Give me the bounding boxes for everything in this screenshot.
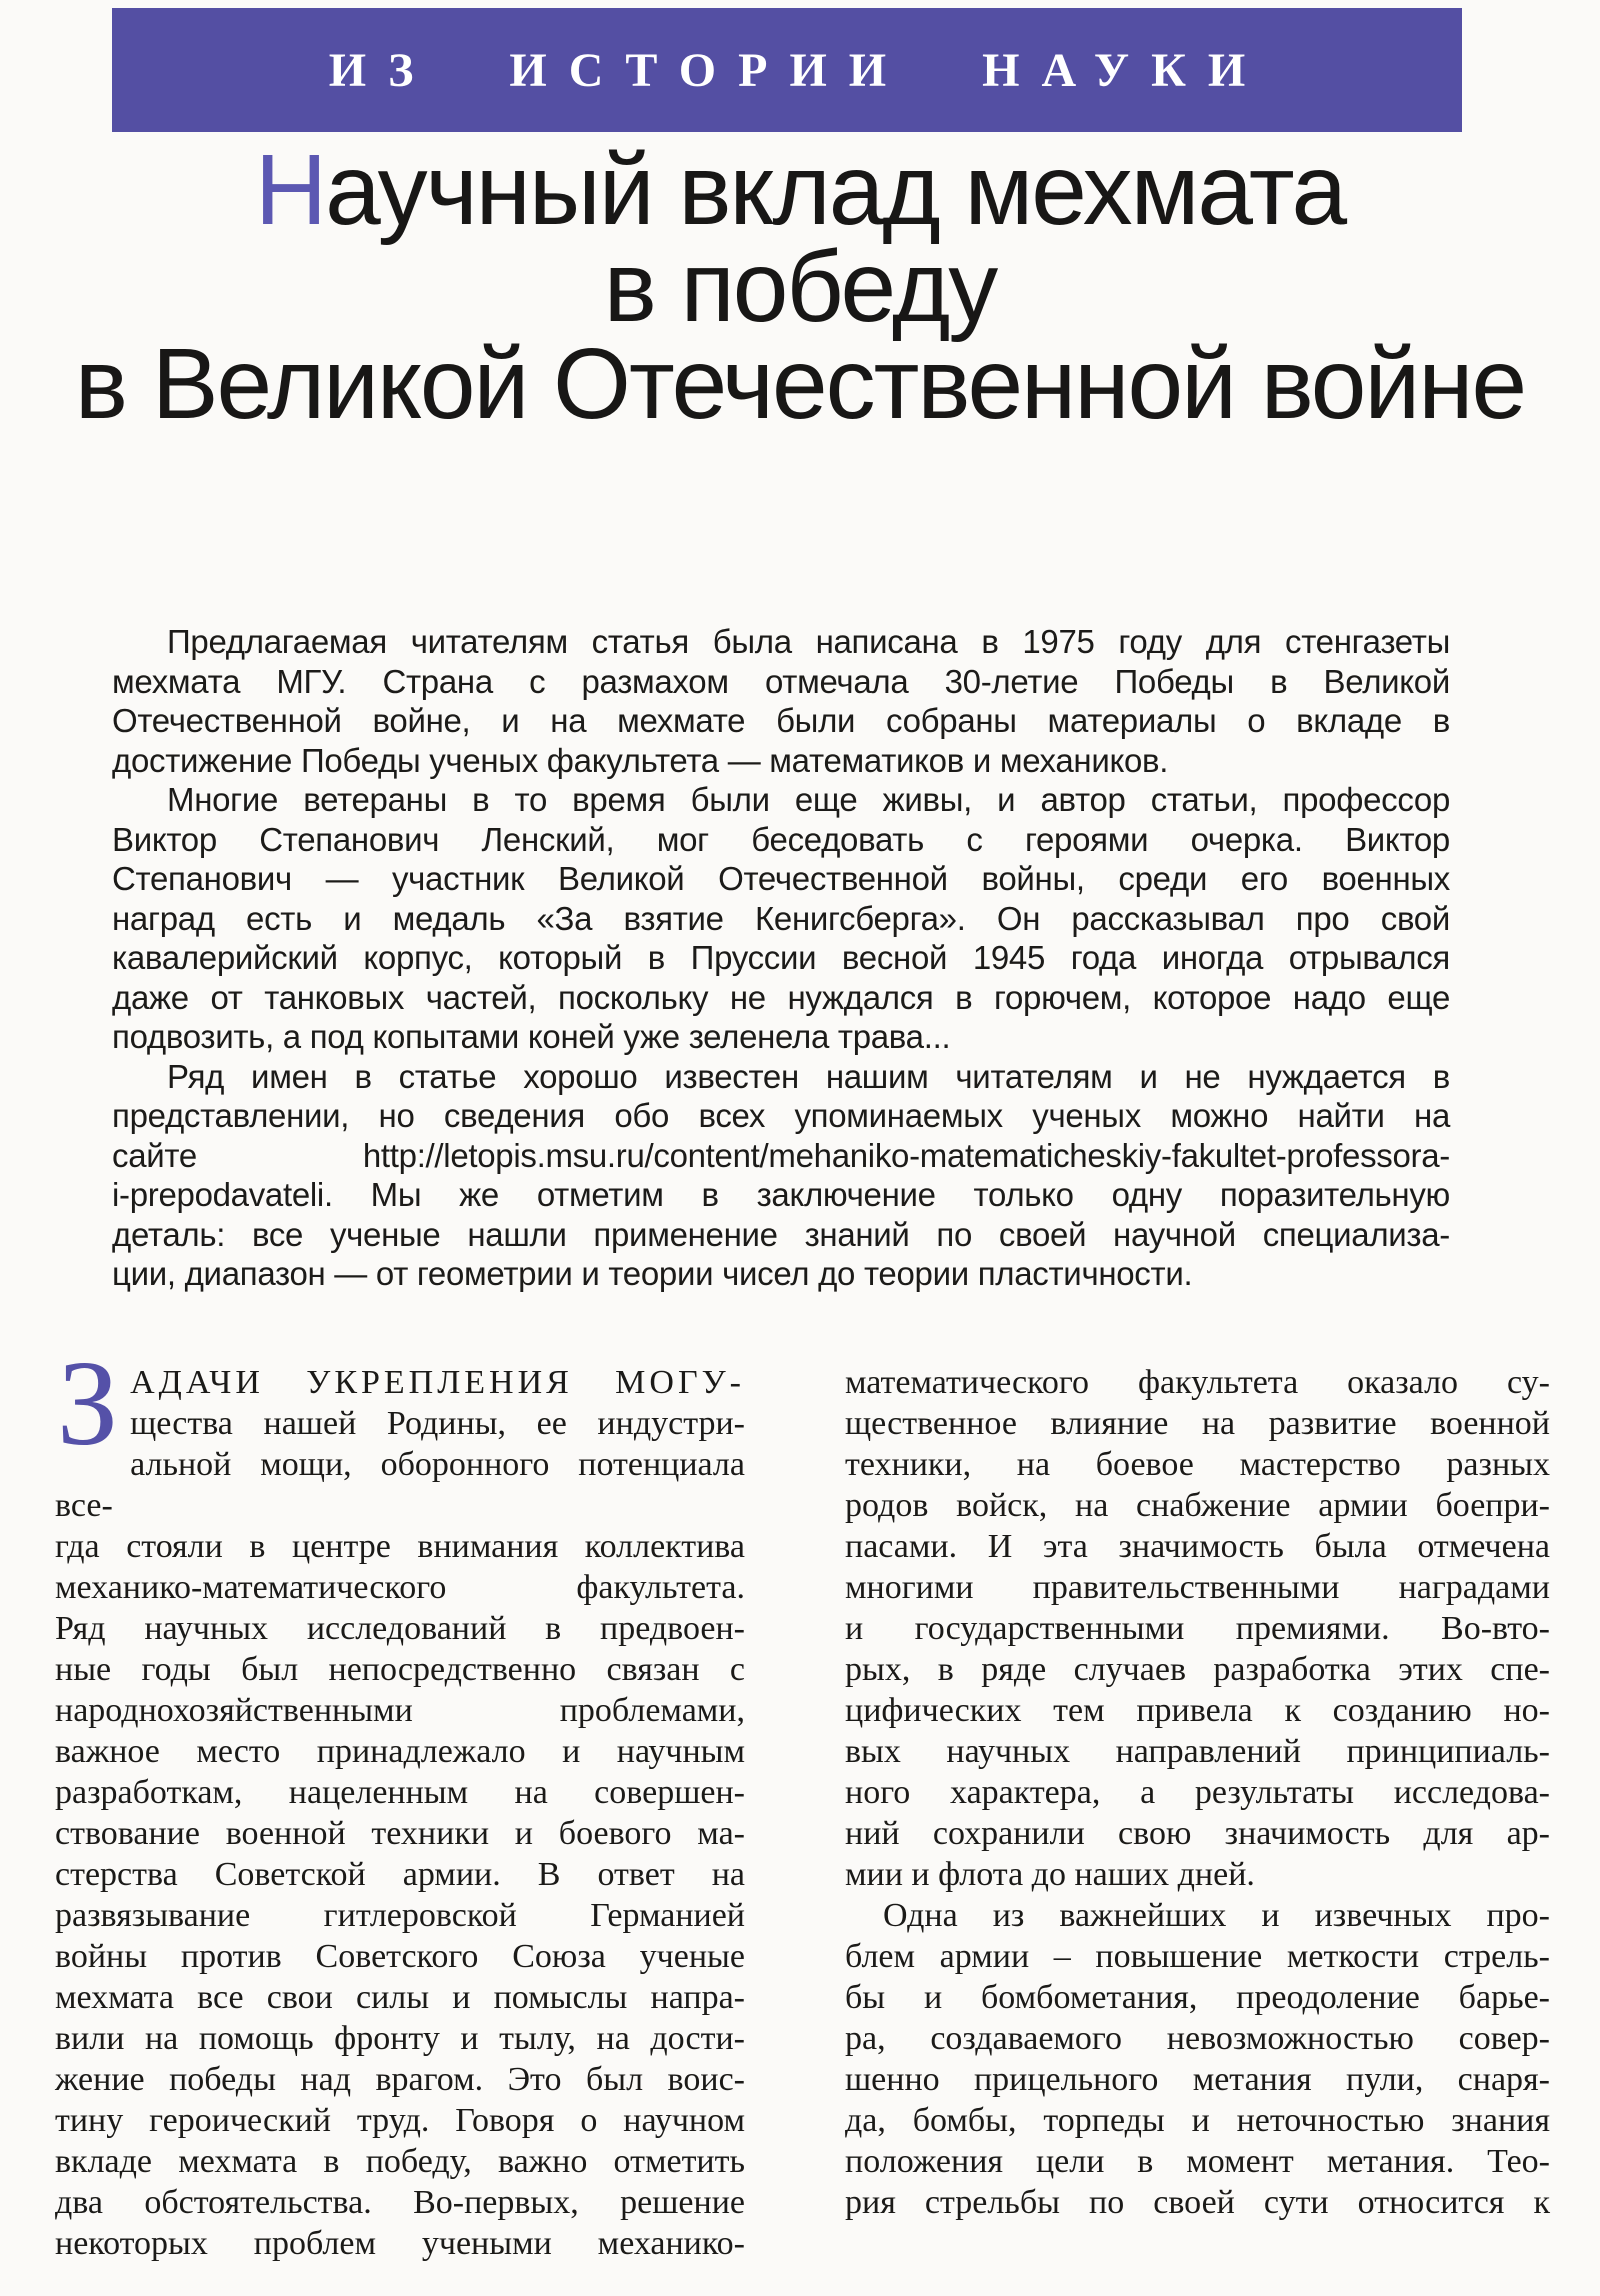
body-line: щественное влияние на развитие военной xyxy=(845,1405,1550,1442)
intro-line: ции, диапазон — от геометрии и теории чисел до теории пластичности. xyxy=(112,1255,1193,1292)
intro-line: Виктор Степанович Ленский, мог беседовать с героями очерка. Виктор xyxy=(112,820,1450,858)
intro-line: Ряд имен в статье хорошо известен нашим читателям и не нуждается в xyxy=(167,1057,1450,1095)
intro-line: сайте http://letopis.msu.ru/content/mehaniko-matematicheskiy-fakultet-professora- xyxy=(112,1136,1450,1174)
column-gap xyxy=(745,1362,845,2264)
body-line: многими правительственными наградами xyxy=(845,1569,1550,1606)
section-banner xyxy=(112,8,1462,132)
drop-cap: З xyxy=(57,1336,119,1471)
body-line: Ряд научных исследований в предвоен- xyxy=(55,1610,745,1647)
body-line: шенно прицельного метания пули, снаря- xyxy=(845,2061,1550,2098)
intro-paragraph xyxy=(112,622,1450,780)
intro-line: Многие ветераны в то время были еще живы, и автор статьи, профессор xyxy=(167,781,1450,818)
body-line: ствование военной техники и боевого ма- xyxy=(55,1815,745,1852)
body-line: народнохозяйственными проблемами, xyxy=(55,1692,745,1729)
intro-line: Отечественной войне, и на мехмате были собраны материалы о вкладе в xyxy=(112,702,1450,739)
title-line-1 xyxy=(50,134,1550,246)
body-line: цифических тем привела к созданию но- xyxy=(845,1692,1550,1729)
body-line: ного характера, а результаты исследова- xyxy=(845,1774,1550,1811)
body-paragraph xyxy=(845,1895,1550,2223)
intro-line: мехмата МГУ. Страна с размахом отмечала 30-летие Победы в Великой xyxy=(112,662,1450,700)
body-line: вили на помощь фронту и тылу, на дости- xyxy=(55,2020,745,2057)
body-line: развязывание гитлеровской Германией xyxy=(55,1897,745,1934)
intro-line: наград есть и медаль «За взятие Кенигсберга». Он рассказывал про свой xyxy=(112,899,1450,937)
body-line: гда стояли в центре внимания коллектива xyxy=(55,1528,745,1565)
body-line: механико-математического факультета. xyxy=(55,1569,745,1606)
body-line: мии и флота до наших дней. xyxy=(845,1856,1255,1893)
body-line: вых научных направлений принципиаль- xyxy=(845,1733,1550,1770)
body-line: и государственными премиями. Во-вто- xyxy=(845,1610,1550,1647)
intro-line: достижение Победы ученых факультета — математиков и механиков. xyxy=(112,741,1169,779)
body-line: техники, на боевое мастерство разных xyxy=(845,1446,1550,1483)
body-line: рия стрельбы по своей сути относится к xyxy=(845,2184,1550,2221)
body-line: мехмата все свои силы и помыслы напра- xyxy=(55,1979,745,2016)
intro-paragraph xyxy=(112,780,1450,1057)
body-line: Одна из важнейших и извечных про- xyxy=(883,1897,1550,1934)
body-line: да, бомбы, торпеды и неточностью знания xyxy=(845,2102,1550,2139)
intro-block xyxy=(112,622,1450,1294)
body-line: блем армии – повышение меткости стрель- xyxy=(845,1938,1550,1975)
body-line: жение победы над врагом. Это был воис- xyxy=(55,2061,745,2098)
body-line: бы и бомбометания, преодоление барье- xyxy=(845,1979,1550,2016)
body-line: щества нашей Родины, ее индустри- xyxy=(130,1405,745,1442)
body-line: некоторых проблем учеными механико- xyxy=(55,2225,745,2262)
body-line: стерства Советской армии. В ответ на xyxy=(55,1856,745,1893)
body-line: альной мощи, оборонного потенциала все- xyxy=(55,1446,745,1524)
body-line: ний сохранили свою значимость для ар- xyxy=(845,1815,1550,1852)
intro-line: i-prepodavateli. Мы же отметим в заключение только одну поразительную xyxy=(112,1176,1450,1213)
title-line-2: в победу xyxy=(603,231,997,343)
body-line: тину героический труд. Говоря о научном xyxy=(55,2102,745,2139)
body-column-left xyxy=(55,1336,745,2264)
title-line-3: в Великой Отечественной войне xyxy=(74,328,1526,440)
body-line: математического факультета оказало су- xyxy=(845,1364,1550,1401)
body-line: рых, в ряде случаев разработка этих спе- xyxy=(845,1651,1550,1688)
body-line: положения цели в момент метания. Тео- xyxy=(845,2143,1550,2180)
body-paragraph xyxy=(845,1362,1550,1895)
intro-line: кавалерийский корпус, который в Пруссии весной 1945 года иногда отрывался xyxy=(112,939,1450,976)
body-line: ные годы был непосредственно связан с xyxy=(55,1651,745,1688)
body-line: вкладе мехмата в победу, важно отметить xyxy=(55,2143,745,2180)
article-title xyxy=(50,134,1550,440)
intro-line: деталь: все ученые нашли применение знаний по своей научной специализа- xyxy=(112,1215,1450,1253)
body-line: разработкам, нацеленным на совершен- xyxy=(55,1774,745,1811)
intro-line: даже от танковых частей, поскольку не нуждался в горючем, которое надо еще xyxy=(112,978,1450,1016)
body-line: ра, создаваемого невозможностью совер- xyxy=(845,2020,1550,2057)
intro-line: представлении, но сведения обо всех упоминаемых ученых можно найти на xyxy=(112,1097,1450,1134)
body-columns xyxy=(55,1336,1550,2264)
body-line: войны против Советского Союза ученые xyxy=(55,1938,745,1975)
opening-caps-line: АДАЧИ УКРЕПЛЕНИЯ МОГУ- xyxy=(130,1364,745,1401)
body-line: родов войск, на снабжение армии боепри- xyxy=(845,1487,1550,1524)
body-line: два обстоятельства. Во-первых, решение xyxy=(55,2184,745,2221)
title-initial-letter: Н xyxy=(254,134,326,246)
body-line: важное место принадлежало и научным xyxy=(55,1733,745,1770)
body-line: пасами. И эта значимость была отмечена xyxy=(845,1528,1550,1565)
intro-line: подвозить, а под копытами коней уже зеленела трава... xyxy=(112,1018,951,1055)
intro-line: Предлагаемая читателям статья была написана в 1975 году для стенгазеты xyxy=(167,623,1450,660)
title-line-1-rest: аучный вклад мехмата xyxy=(325,134,1346,246)
intro-paragraph xyxy=(112,1057,1450,1294)
section-banner-text: ИЗ ИСТОРИИ НАУКИ xyxy=(328,43,1268,97)
intro-line: Степанович — участник Великой Отечественной войны, среди его военных xyxy=(112,860,1450,897)
body-column-right xyxy=(845,1362,1550,2264)
